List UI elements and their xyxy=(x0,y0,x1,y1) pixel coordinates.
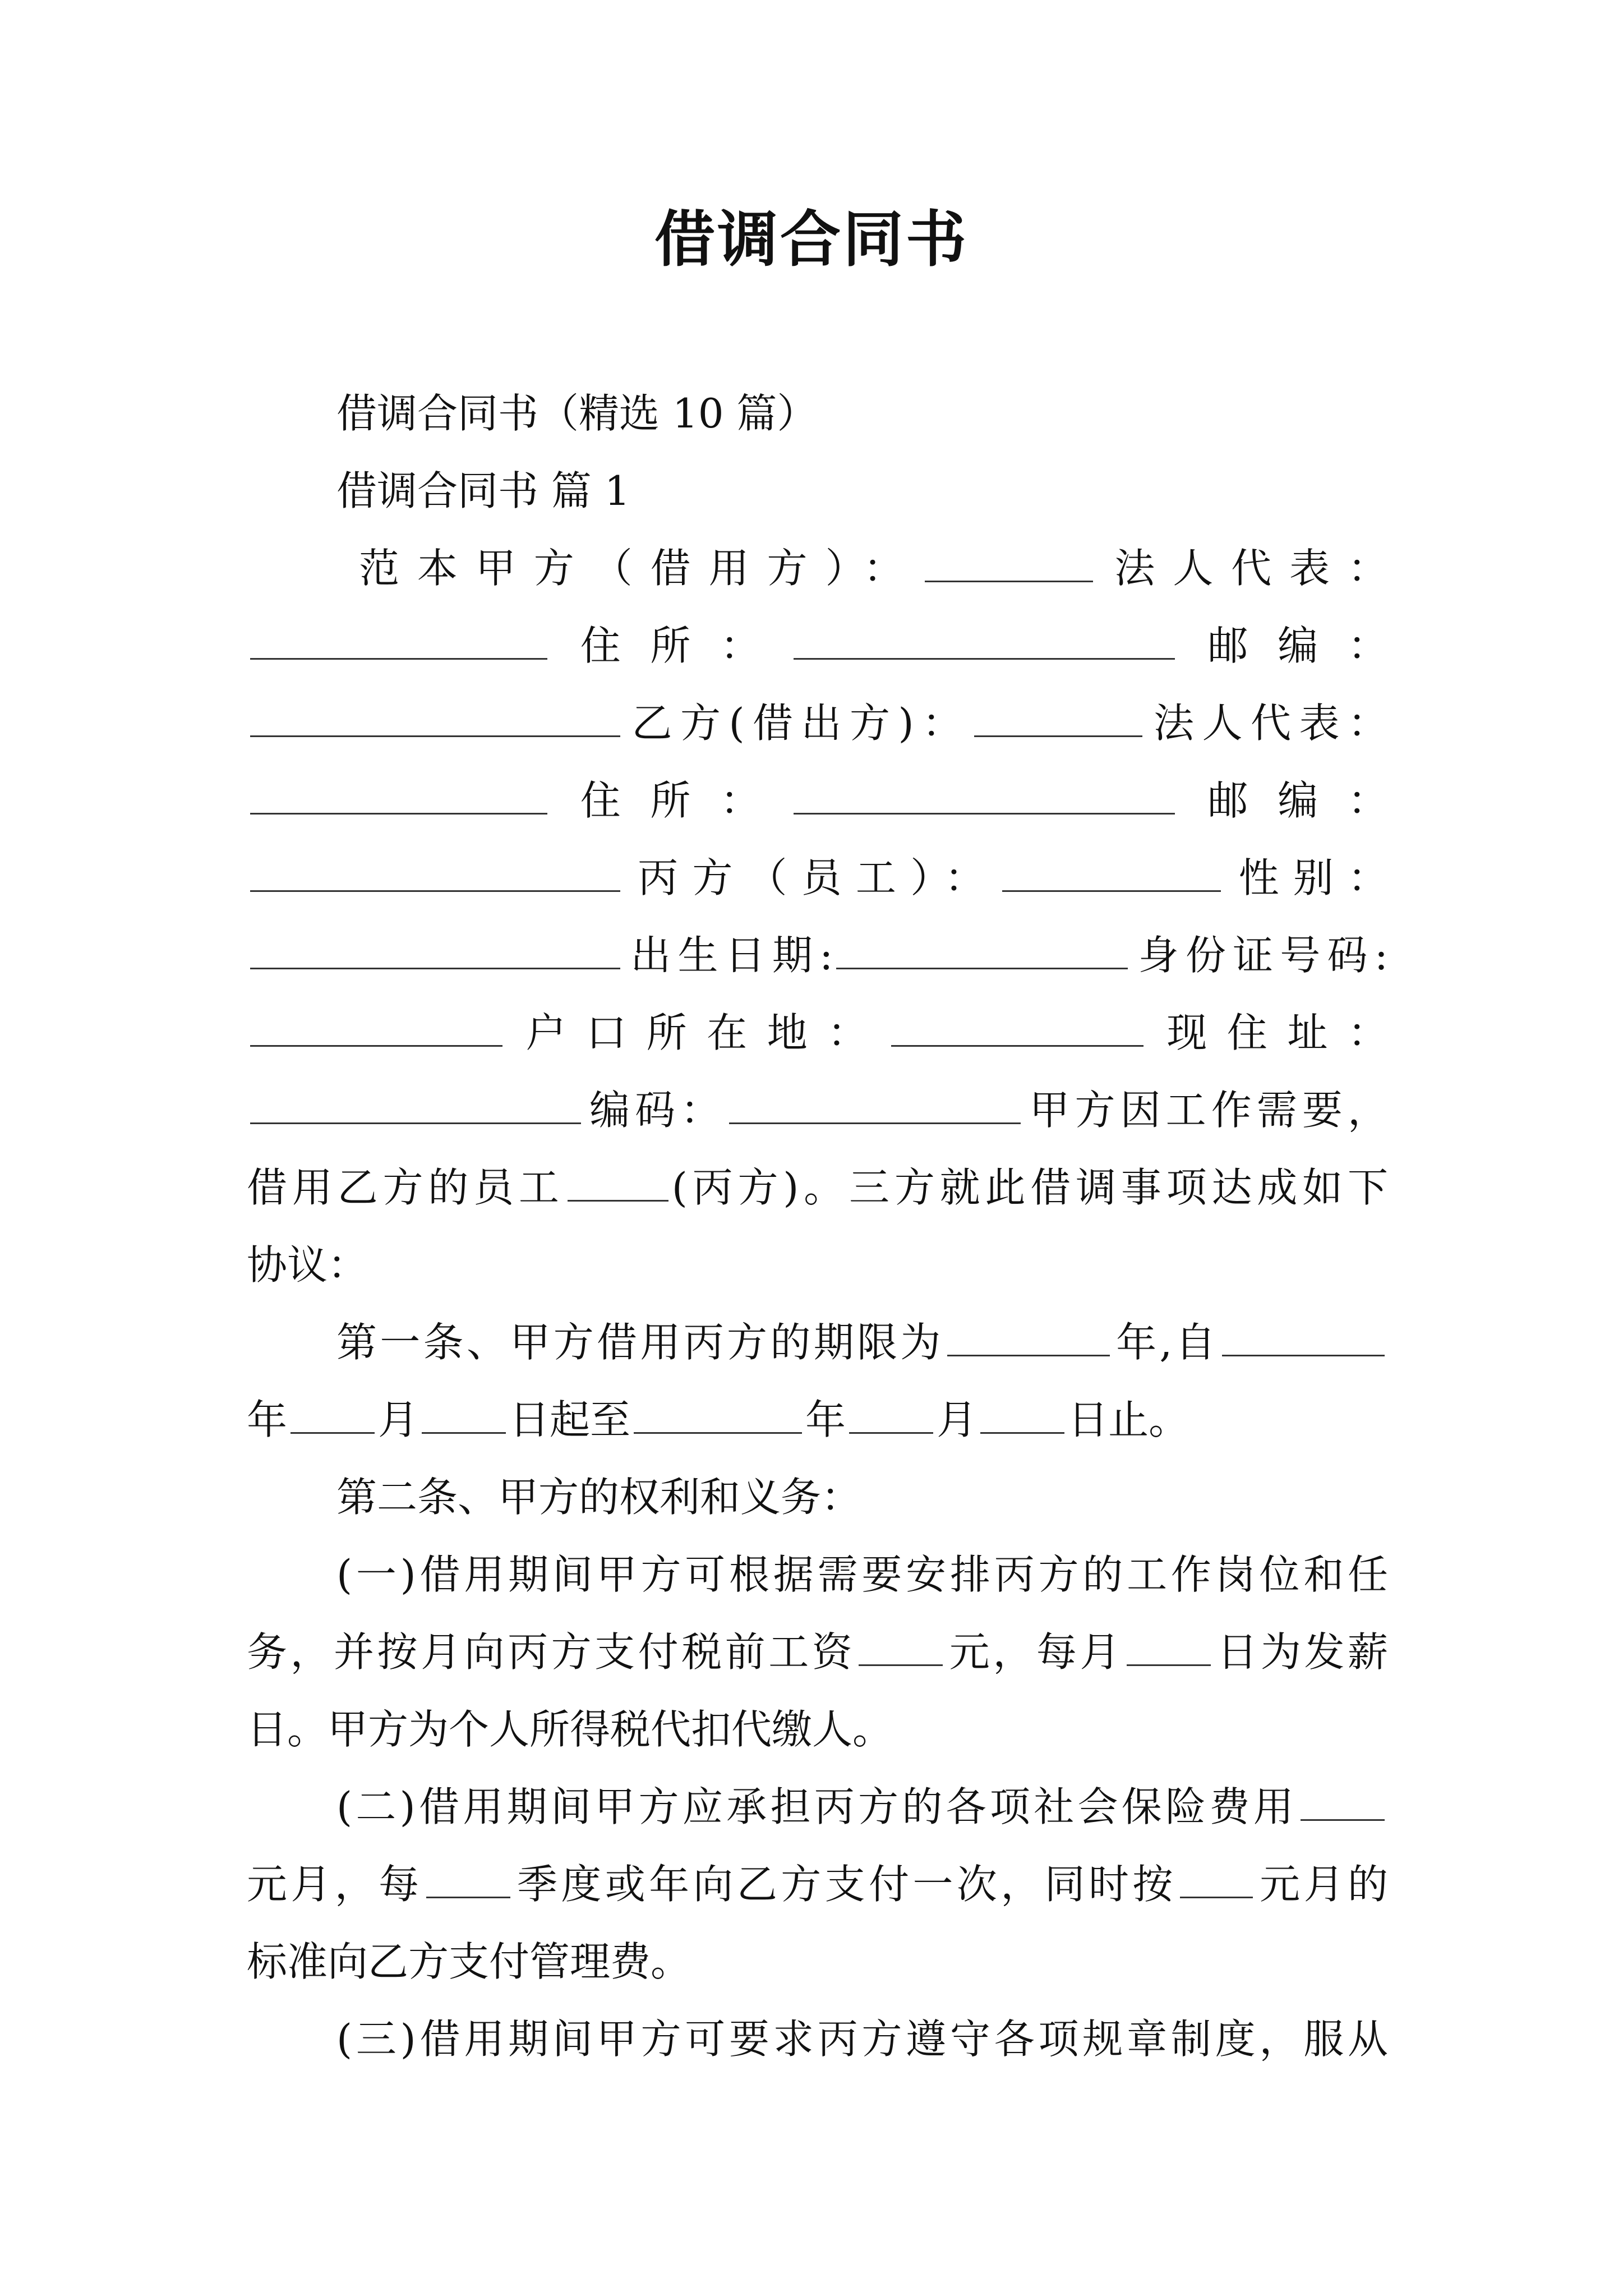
household-label: 户口所在地： xyxy=(506,1009,888,1056)
residence-line xyxy=(247,994,1388,1071)
agreement-end: 协议： xyxy=(247,1241,368,1289)
legal-rep-label-b: 法人代表： xyxy=(1145,700,1388,747)
gender-label: 性别： xyxy=(1224,854,1388,901)
party-b-address-line xyxy=(247,762,1388,839)
party-a-address-line xyxy=(247,607,1388,684)
item-1-line-1: (一)借用期间甲方可根据需要安排丙方的工作岗位和任 xyxy=(336,1551,1388,1598)
article-1-line-2: 年 月 日起至 年 月 日止。 xyxy=(247,1396,1189,1443)
current-address-label: 现住址： xyxy=(1146,1009,1388,1056)
section-heading: 借调合同书 篇 1 xyxy=(336,467,630,514)
code-label: 编码： xyxy=(584,1087,726,1134)
article-2-heading: 第二条、甲方的权利和义务： xyxy=(336,1474,862,1521)
party-a-label: 范本甲方（借用方）： xyxy=(359,545,922,592)
code-line xyxy=(247,1071,1388,1149)
subtitle: 借调合同书（精选 10 篇） xyxy=(336,390,818,437)
item-2-line-3: 标准向乙方支付管理费。 xyxy=(247,1938,691,1985)
party-b-line xyxy=(247,684,1388,762)
postcode-label: 邮编： xyxy=(1178,622,1388,669)
party-a-line xyxy=(247,530,1388,607)
borrow-employee-text: 借用乙方的员工 xyxy=(247,1164,564,1211)
id-number-label: 身份证号码: xyxy=(1131,932,1388,979)
postcode-label-b: 邮编： xyxy=(1178,777,1388,824)
item-1-line-2: 务，并按月向丙方支付税前工资 元，每月 日为发薪 xyxy=(247,1628,1388,1676)
work-need-text: 甲方因工作需要， xyxy=(1024,1087,1388,1134)
agreement-text: (丙方)。三方就此借调事项达成如下 xyxy=(671,1164,1388,1211)
item-1-line-3: 日。甲方为个人所得税代扣代缴人。 xyxy=(247,1706,893,1753)
legal-rep-label: 法人代表： xyxy=(1096,545,1388,592)
party-c-label: 丙方（员工）： xyxy=(624,854,999,901)
borrow-employee-line xyxy=(247,1149,1388,1226)
document-body xyxy=(247,375,1388,2078)
item-2-line-1: (二)借用期间甲方应承担丙方的各项社会保险费用 xyxy=(247,1768,1388,1846)
item-3-line-1: (三)借用期间甲方可要求丙方遵守各项规章制度，服从 xyxy=(336,2016,1388,2063)
party-b-label: 乙方(借出方)： xyxy=(624,700,971,747)
party-c-line xyxy=(247,839,1388,917)
address-label-b: 住所： xyxy=(551,777,790,824)
birthdate-line xyxy=(247,917,1388,994)
birthdate-label: 出生日期: xyxy=(624,932,833,979)
address-label: 住所： xyxy=(551,622,790,669)
item-2-line-2: 元月，每 季度或年向乙方支付一次，同时按 元月的 xyxy=(247,1861,1388,1908)
article-1-line-1: 第一条、甲方借用丙方的期限为 年,自 xyxy=(247,1304,1388,1381)
document-title: 借调合同书 xyxy=(654,204,969,275)
